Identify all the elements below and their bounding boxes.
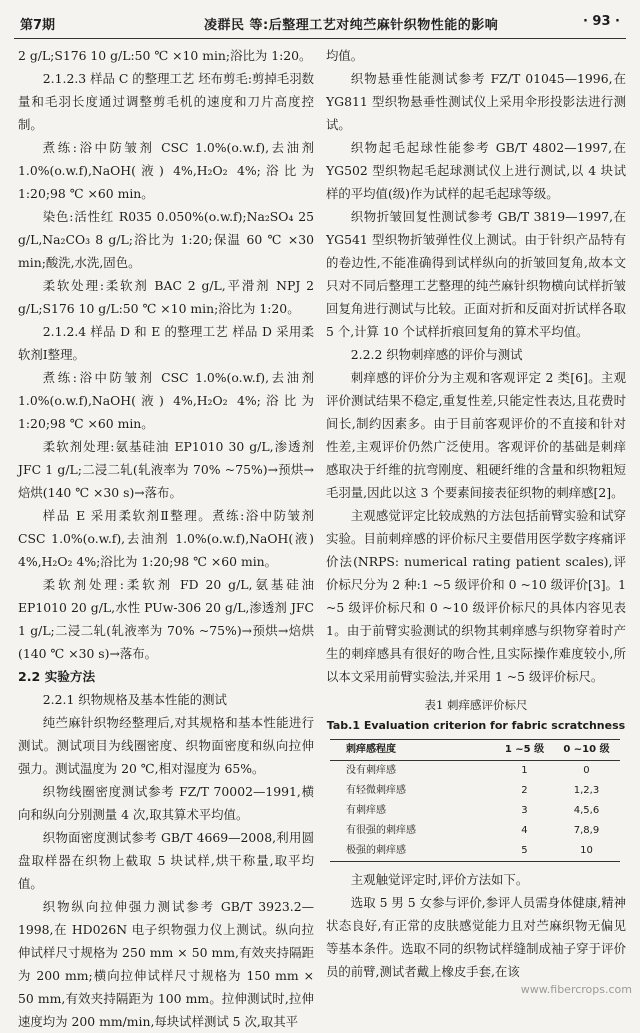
table-row xyxy=(330,761,620,782)
paragraph: 刺痒感的评价分为主观和客观评定 2 类[6]。主观评价测试结果不稳定,重复性差,只能定性表达,且花费时间长,制约因素多。由于目前客观评价的不直接和针对性差,主观评价仍然广泛使用。客观评价的基础是刺痒感取决于纤维的抗弯刚度、粗硬纤维的含量和织物粗短毛羽量,因此以这 3 个要素间接表征织物的刺痒感[2]。 xyxy=(326,370,626,500)
table-header-cell: 1 ~5 级 xyxy=(504,744,545,755)
left-column xyxy=(18,44,314,1033)
paragraph: 柔软剂处理:氨基硅油 EP1010 30 g/L,渗透剂 JFC 1 g/L;二浸二轧(轧液率为 70% ~75%)→预烘→焙烘(140 ℃ ×30 s)→落布。 xyxy=(18,439,314,500)
section-heading: 2.2.1 织物规格及基本性能的测试 xyxy=(42,692,227,707)
paragraph: 2 g/L;S176 10 g/L:50 ℃ ×10 min;浴比为 1:20。 xyxy=(18,48,312,63)
paragraph: 柔软剂处理:柔软剂 FD 20 g/L,氨基硅油 EP1010 20 g/L,水性 PUw-306 20 g/L,渗透剂 JFC 1 g/L;二浸二轧(轧液率为 70% ~75%)→预烘→焙烘(140 ℃ ×30 s)→落布。 xyxy=(18,577,314,661)
table-row xyxy=(330,841,620,862)
table-cell: 3 xyxy=(521,805,528,816)
table-row xyxy=(330,781,620,801)
paragraph: 织物面密度测试参考 GB/T 4669—2008,利用圆盘取样器在织物上截取 5 块试样,烘干称量,取平均值。 xyxy=(18,830,314,891)
page-number: · 93 · xyxy=(582,14,620,29)
scratchness-table xyxy=(330,739,620,862)
table-cell: 1,2,3 xyxy=(573,785,600,796)
table-caption-en: Tab.1 Evaluation criterion for fabric scratchness xyxy=(326,719,626,732)
section-heading: 2.2.2 织物刺痒感的评价与测试 xyxy=(350,347,523,362)
page-header xyxy=(14,6,626,39)
paragraph: 柔软处理:柔软剂 BAC 2 g/L,平滑剂 NPJ 2 g/L;S176 10 g/L:50 ℃ ×10 min;浴比为 1:20。 xyxy=(18,278,314,316)
table-cell: 没有刺痒感 xyxy=(346,765,396,776)
right-column xyxy=(326,44,626,983)
paragraph: 织物纵向拉伸强力测试参考 GB/T 3923.2—1998,在 HD026N 电子织物强力仪上测试。纵向拉伸试样尺寸规格为 250 mm × 50 mm,有效夹持隔距为 200 mm;横向拉伸试样尺寸规格为 150 mm × 50 mm,有效夹持隔距为 100 mm。拉伸测试时,拉伸速度均为 200 mm/min,每块试样测试 5 次,取其平 xyxy=(18,899,314,1029)
table-caption-cn: 表1 刺痒感评价标尺 xyxy=(424,698,528,712)
watermark: www.fibercrops.com xyxy=(520,983,632,996)
paragraph: 织物折皱回复性测试参考 GB/T 3819—1997,在 YG541 型织物折皱弹性仪上测试。由于针织产品特有的卷边性,不能准确得到试样纵向的折皱回复角,故本文只对不同后整理工艺整理的纯苎麻针织物横向试样折皱回复角进行测试与比较。正面对折和反面对折试样各取 5 个,计算 10 个试样折痕回复角的算术平均值。 xyxy=(326,209,626,339)
running-title: 凌群民 等:后整理工艺对纯苎麻针织物性能的影响 xyxy=(204,18,499,33)
table-cell: 2 xyxy=(521,785,528,796)
table-cell: 有很强的刺痒感 xyxy=(346,825,416,836)
table-cell: 0 xyxy=(583,765,590,776)
table-cell: 10 xyxy=(580,845,593,856)
paragraph: 主观感觉评定比较成熟的方法包括前臂实验和试穿实验。目前刺痒感的评价标尺主要借用医学数字疼痛评价法(NRPS: numerical rating patient scales),评价标尺分为 2 种:1 ~5 级评价和 0 ~10 级评价[3]。1 ~5 级评价标尺和 0 ~10 级评价标尺的具体内容见表 1。由于前臂实验测试的织物其刺痒感与织物穿着时产生的刺痒感具有很好的吻合性,且实际操作难度较小,所以本文采用前臂实验法,并采用 1 ~5 级评价标尺。 xyxy=(326,508,626,684)
paragraph: 煮练:浴中防皱剂 CSC 1.0%(o.w.f),去油剂 1.0%(o.w.f),NaOH(液) 4%,H₂O₂ 4%;浴比为 1:20;98 ℃ ×60 min。 xyxy=(18,370,314,431)
table-row xyxy=(330,801,620,821)
table-header-cell: 刺痒感程度 xyxy=(346,744,396,755)
paragraph: 选取 5 男 5 女参与评价,参评人员需身体健康,精神状态良好,有正常的皮肤感觉能力且对苎麻织物无偏见等基本条件。选取不同的织物试样缝制成袖子穿于评价员的前臂,测试者戴上橡皮手套,在该 xyxy=(326,895,626,979)
table-cell: 4 xyxy=(521,825,528,836)
paragraph: 样品 E 采用柔软剂Ⅱ整理。煮练:浴中防皱剂 CSC 1.0%(o.w.f),去油剂 1.0%(o.w.f),NaOH(液) 4%,H₂O₂ 4%;浴比为 1:20;98 ℃ ×60 min。 xyxy=(18,508,314,569)
section-heading: 2.1.2.3 样品 C 的整理工艺 坯布剪毛:剪掉毛羽数量和毛羽长度通过调整剪毛机的速度和刀片高度控制。 xyxy=(18,71,314,132)
table-cell: 4,5,6 xyxy=(573,805,600,816)
table-header-cell: 0 ~10 级 xyxy=(563,744,610,755)
table-header-row xyxy=(330,740,620,761)
paragraph: 均值。 xyxy=(326,48,364,63)
table-cell: 7,8,9 xyxy=(573,825,600,836)
table-row xyxy=(330,821,620,841)
table-cell: 极强的刺痒感 xyxy=(346,845,406,856)
section-heading: 2.2 实验方法 xyxy=(18,669,96,684)
table-cell: 5 xyxy=(521,845,528,856)
paragraph: 织物线圈密度测试参考 FZ/T 70002—1991,横向和纵向分别测量 4 次,取其算术平均值。 xyxy=(18,784,314,822)
paragraph: 煮练:浴中防皱剂 CSC 1.0%(o.w.f),去油剂 1.0%(o.w.f),NaOH(液) 4%,H₂O₂ 4%;浴比为 1:20;98 ℃ ×60 min。 xyxy=(18,140,314,201)
paragraph: 织物起毛起球性能参考 GB/T 4802—1997,在 YG502 型织物起毛起球测试仪上进行测试,以 4 块试样的平均值(级)作为试样的起毛起球等级。 xyxy=(326,140,626,201)
table-cell: 1 xyxy=(521,765,528,776)
section-heading: 2.1.2.4 样品 D 和 E 的整理工艺 样品 D 采用柔软剂Ⅰ整理。 xyxy=(18,324,314,362)
paragraph: 主观触觉评定时,评价方法如下。 xyxy=(350,872,529,887)
paragraph: 染色:活性红 R035 0.050%(o.w.f);Na₂SO₄ 25 g/L,Na₂CO₃ 8 g/L;浴比为 1:20;保温 60 ℃ ×30 min;酸洗,水洗,固色。 xyxy=(18,209,314,270)
paragraph: 织物悬垂性能测试参考 FZ/T 01045—1996,在 YG811 型织物悬垂性测试仪上采用伞形投影法进行测试。 xyxy=(326,71,626,132)
table-cell: 有刺痒感 xyxy=(346,805,386,816)
table-cell: 有轻微刺痒感 xyxy=(346,785,406,796)
issue-number: 第7期 xyxy=(20,18,56,33)
paragraph: 纯苎麻针织物经整理后,对其规格和基本性能进行测试。测试项目为线圈密度、织物面密度和纵向拉伸强力。测试温度为 20 ℃,相对湿度为 65%。 xyxy=(18,715,314,776)
